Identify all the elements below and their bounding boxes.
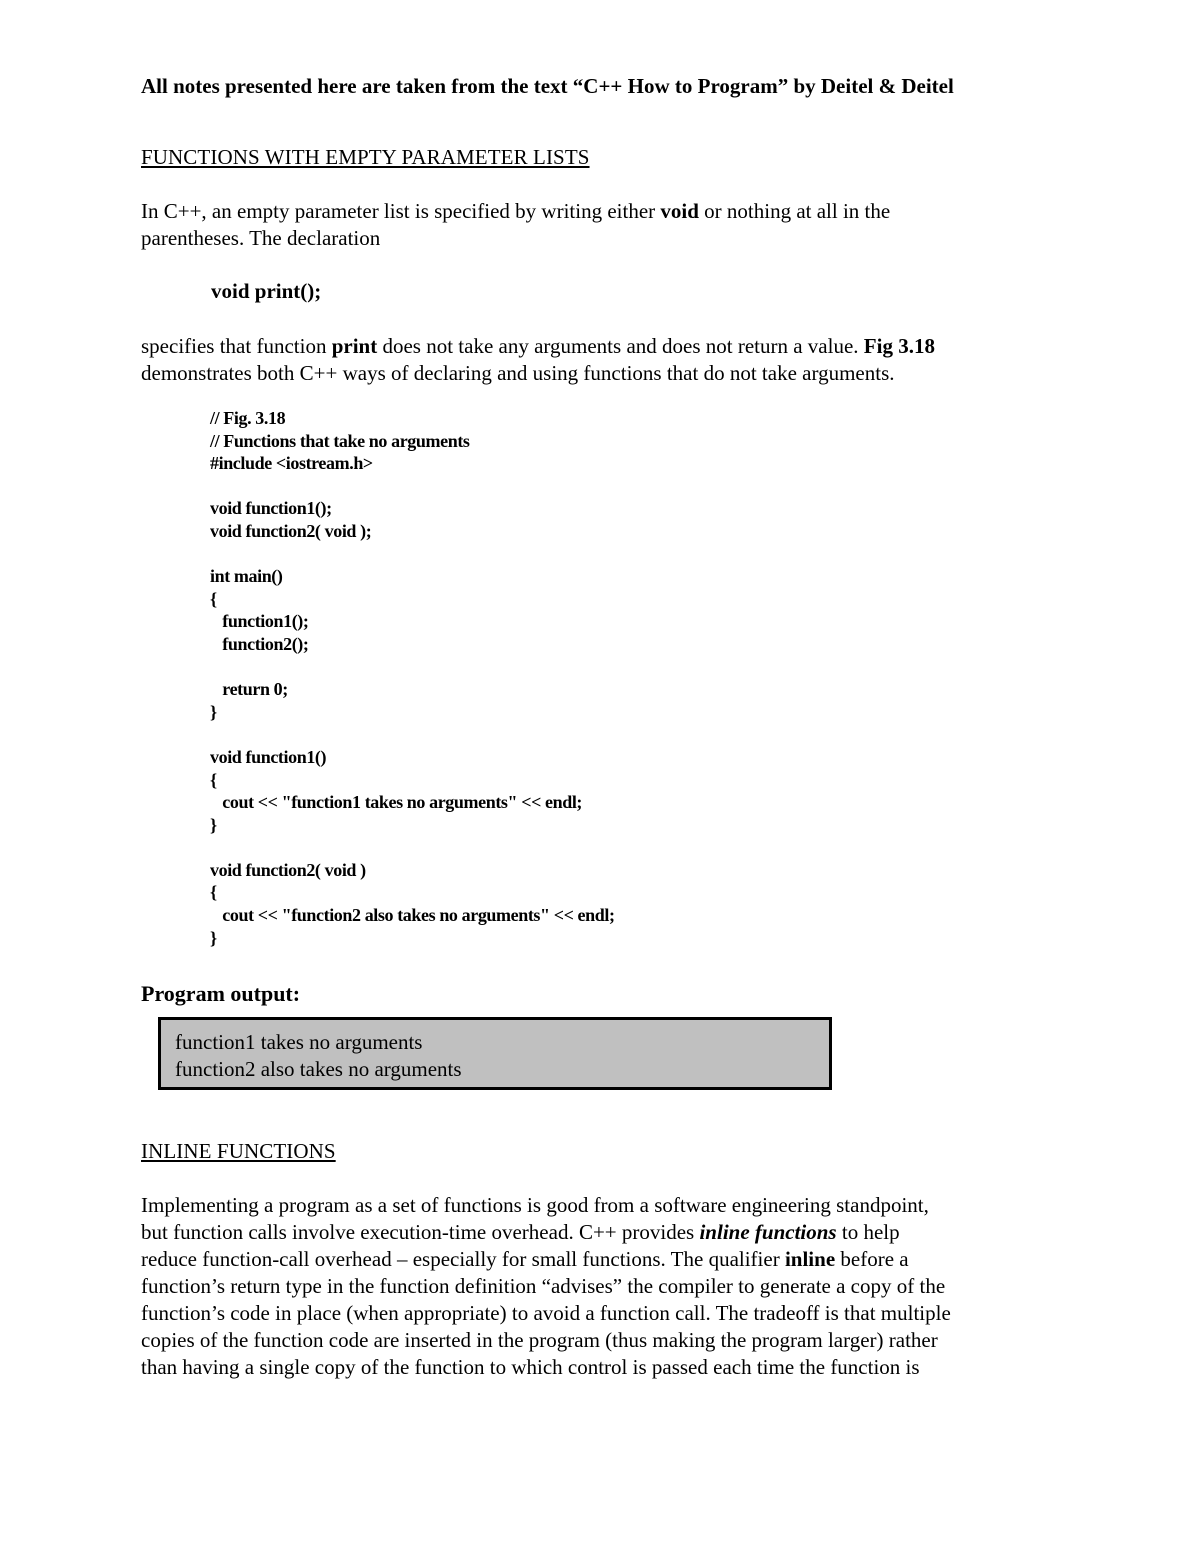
code-line: int main() (210, 566, 283, 587)
code-line (210, 543, 615, 566)
code-line: void function2( void ) (210, 859, 366, 880)
output-line-1: function1 takes no arguments (175, 1030, 423, 1054)
paragraph-line: Implementing a program as a set of functions is good from a software engineering standpoint, (141, 1193, 929, 1217)
code-line: cout << "function2 also takes no arguments" << endl; (210, 905, 615, 926)
code-line: } (210, 814, 217, 835)
code-line: cout << "function1 takes no arguments" << endl; (210, 792, 583, 813)
code-listing (210, 407, 615, 949)
code-line: function2(); (210, 633, 309, 654)
paragraph-line: copies of the function code are inserted in the program (thus making the program larger) rather (141, 1328, 938, 1352)
keyword-inline: inline (784, 1247, 836, 1271)
code-line: // Functions that take no arguments (210, 430, 470, 451)
code-line: // Fig. 3.18 (210, 408, 286, 428)
code-line: void function2( void ); (210, 520, 372, 541)
code-line: return 0; (210, 679, 288, 700)
code-line: void function1() (210, 746, 327, 767)
term-inline-functions: inline functions (699, 1220, 837, 1244)
description-paragraph (141, 333, 1071, 387)
keyword-print: print (331, 334, 378, 358)
paragraph-line: reduce function-call overhead – especially for small functions. The qualifier inline before a (141, 1247, 909, 1271)
program-output-label: Program output: (141, 981, 301, 1006)
intro-paragraph (141, 198, 1071, 252)
paragraph-line: function’s return type in the function definition “advises” the compiler to generate a copy of the (141, 1274, 946, 1298)
code-line (210, 723, 615, 746)
code-line (210, 656, 615, 679)
code-line (210, 475, 615, 498)
code-line: { (210, 882, 217, 903)
description-line-1: specifies that function print does not take any arguments and does not return a value. Fig 3.18 (141, 334, 935, 358)
figure-reference: Fig 3.18 (863, 334, 935, 358)
code-line: } (210, 701, 217, 722)
inline-functions-paragraph (141, 1192, 1071, 1381)
program-output-box (158, 1017, 832, 1090)
intro-line-2: parentheses. The declaration (141, 226, 381, 250)
paragraph-line: function’s code in place (when appropriate) to avoid a function call. The tradeoff is that multiple (141, 1301, 951, 1325)
page-header: All notes presented here are taken from the text “C++ How to Program” by Deitel & Deitel (141, 74, 954, 98)
section-heading-empty-parameter-lists: FUNCTIONS WITH EMPTY PARAMETER LISTS (141, 145, 590, 169)
code-line: void function1(); (210, 498, 332, 519)
declaration-example: void print(); (211, 279, 322, 303)
paragraph-line: than having a single copy of the function to which control is passed each time the function is (141, 1355, 920, 1379)
paragraph-line: but function calls involve execution-time overhead. C++ provides inline functions to help (141, 1220, 900, 1244)
intro-line-1: In C++, an empty parameter list is specified by writing either void or nothing at all in the (141, 199, 891, 223)
description-line-2: demonstrates both C++ ways of declaring and using functions that do not take arguments. (141, 361, 895, 385)
code-line: { (210, 588, 217, 609)
code-line (210, 836, 615, 859)
code-line: } (210, 927, 217, 948)
code-line: function1(); (210, 611, 309, 632)
code-line: { (210, 769, 217, 790)
keyword-void: void (660, 199, 699, 223)
code-line: #include <iostream.h> (210, 453, 373, 474)
section-heading-inline-functions: INLINE FUNCTIONS (141, 1139, 336, 1163)
output-line-2: function2 also takes no arguments (175, 1057, 462, 1081)
